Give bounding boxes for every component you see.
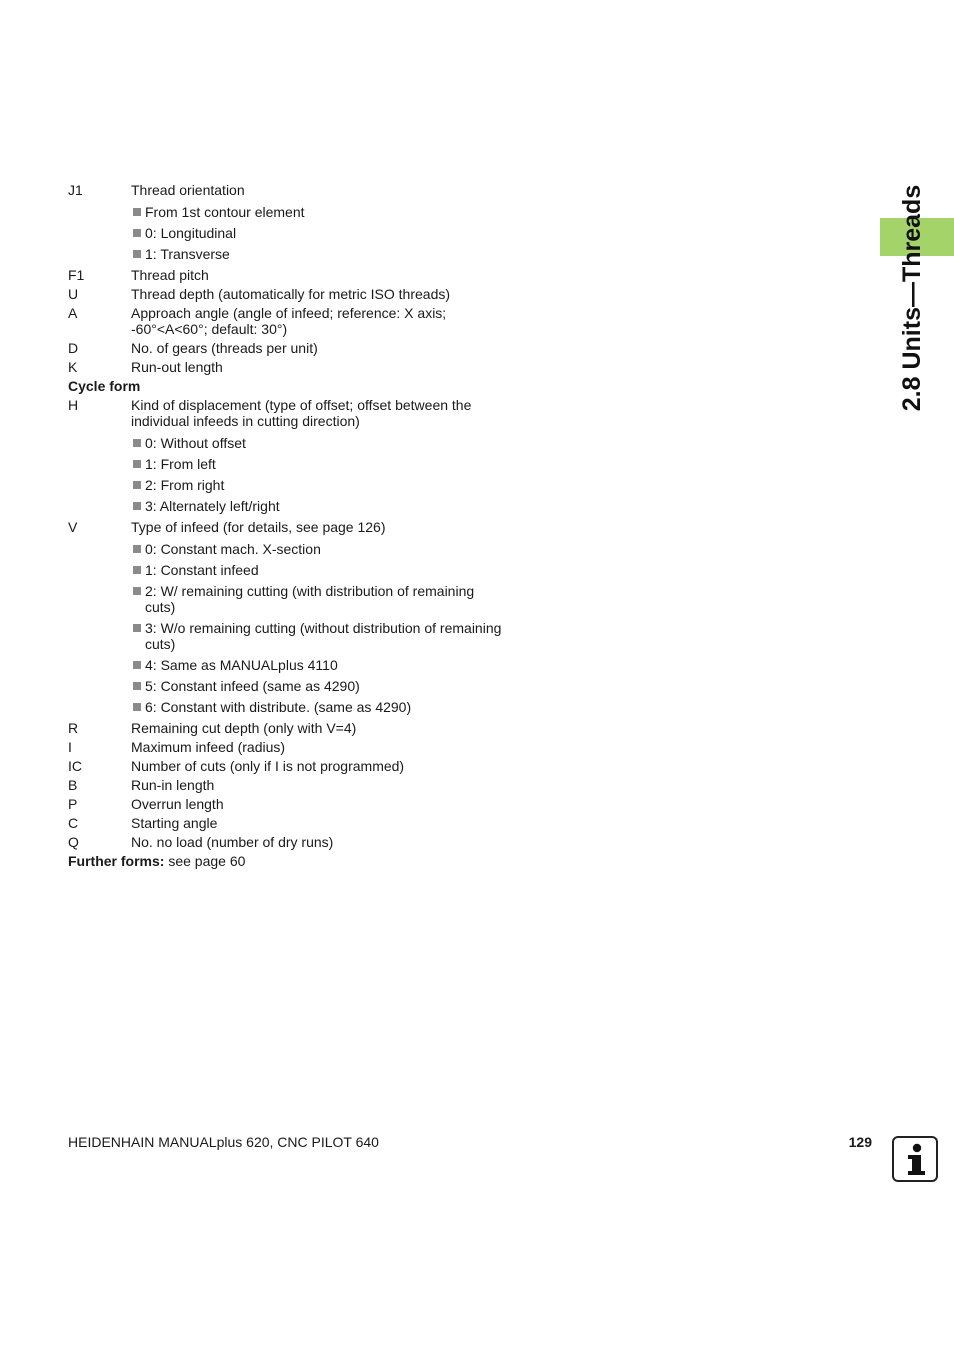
param-row-j1 [68,182,508,198]
param-code: B [68,777,78,793]
option-text: 0: Constant mach. X-section [145,541,321,557]
square-bullet-icon [133,460,141,468]
param-row-v [68,519,508,535]
param-row-h [68,397,508,429]
square-bullet-icon [133,703,141,711]
param-code: F1 [68,267,85,283]
thread-parameters [68,182,508,375]
option-text: 1: Constant infeed [145,562,259,578]
param-description: Run-in length [131,777,215,793]
param-row-d [68,340,508,356]
param-row-q [68,834,508,850]
square-bullet-icon [133,566,141,574]
parameter-list [68,182,508,869]
option-item [131,541,508,557]
further-forms [68,853,508,869]
square-bullet-icon [133,682,141,690]
param-code: I [68,739,72,755]
square-bullet-icon [133,481,141,489]
option-list [131,435,508,514]
param-code: H [68,397,79,413]
param-row-i [68,739,508,755]
further-forms-label: Further forms: [68,853,165,869]
option-item [131,699,508,715]
option-item [131,456,508,472]
square-bullet-icon [133,439,141,447]
option-item [131,562,508,578]
param-row-c [68,815,508,831]
param-row-f1 [68,267,508,283]
square-bullet-icon [133,545,141,553]
param-row-k [68,359,508,375]
square-bullet-icon [133,661,141,669]
square-bullet-icon [133,502,141,510]
param-description: Maximum infeed (radius) [131,739,286,755]
option-text: 1: Transverse [145,246,230,262]
option-item [131,225,508,241]
option-list [131,204,508,262]
page-number: 129 [848,1134,872,1150]
param-code: D [68,340,79,356]
option-item [131,620,508,652]
param-code: P [68,796,78,812]
square-bullet-icon [133,208,141,216]
option-text: 4: Same as MANUALplus 4110 [145,657,338,673]
param-code: R [68,720,79,736]
param-row-ic [68,758,508,774]
param-code: C [68,815,79,831]
param-row-u [68,286,508,302]
param-code: U [68,286,79,302]
option-item [131,477,508,493]
option-text: From 1st contour element [145,204,305,220]
param-description: Starting angle [131,815,218,831]
param-description: Thread depth (automatically for metric ISO threads) [131,286,451,302]
option-item [131,657,508,673]
param-description: Approach angle (angle of infeed; reference: X axis; -60°<A<60°; default: 30°) [131,305,447,337]
param-description: Overrun length [131,796,224,812]
param-description: Type of infeed (for details, see page 126) [131,519,386,535]
param-code: K [68,359,78,375]
option-text: 6: Constant with distribute. (same as 4290) [145,699,412,715]
option-item [131,246,508,262]
option-text: 1: From left [145,456,216,472]
param-description: Remaining cut depth (only with V=4) [131,720,357,736]
option-text: 0: Longitudinal [145,225,237,241]
option-text: 5: Constant infeed (same as 4290) [145,678,360,694]
param-description: Thread orientation [131,182,245,198]
square-bullet-icon [133,624,141,632]
param-description: No. of gears (threads per unit) [131,340,318,356]
further-forms-text: see page 60 [164,853,246,869]
square-bullet-icon [133,587,141,595]
param-code: A [68,305,78,321]
param-description: Number of cuts (only if I is not programmed) [131,758,405,774]
param-row-b [68,777,508,793]
option-item [131,583,508,615]
param-row-a [68,305,508,337]
param-row-p [68,796,508,812]
option-text: 3: W/o remaining cutting (without distribution of remaining cuts) [145,620,502,652]
option-text: 3: Alternately left/right [145,498,280,514]
param-code: IC [68,758,82,774]
square-bullet-icon [133,229,141,237]
cycle-form-heading: Cycle form [68,378,141,394]
option-list [131,541,508,715]
param-code: V [68,519,78,535]
param-row-r [68,720,508,736]
option-text: 0: Without offset [145,435,246,451]
option-item [131,204,508,220]
param-description: No. no load (number of dry runs) [131,834,334,850]
option-text: 2: From right [145,477,225,493]
option-item [131,498,508,514]
square-bullet-icon [133,250,141,258]
section-title: 2.8 Units—Threads [898,184,926,412]
param-description: Run-out length [131,359,223,375]
param-code: J1 [68,182,83,198]
cycle-form-parameters [68,397,508,850]
footer-product: HEIDENHAIN MANUALplus 620, CNC PILOT 640 [68,1134,379,1150]
option-item [131,435,508,451]
option-text: 2: W/ remaining cutting (with distribution of remaining cuts) [145,583,475,615]
info-glyph [894,1138,936,1180]
param-description: Thread pitch [131,267,209,283]
info-icon [892,1136,938,1182]
option-item [131,678,508,694]
param-description: Kind of displacement (type of offset; offset between the individual infeeds in cutting direction) [131,397,472,429]
param-code: Q [68,834,79,850]
